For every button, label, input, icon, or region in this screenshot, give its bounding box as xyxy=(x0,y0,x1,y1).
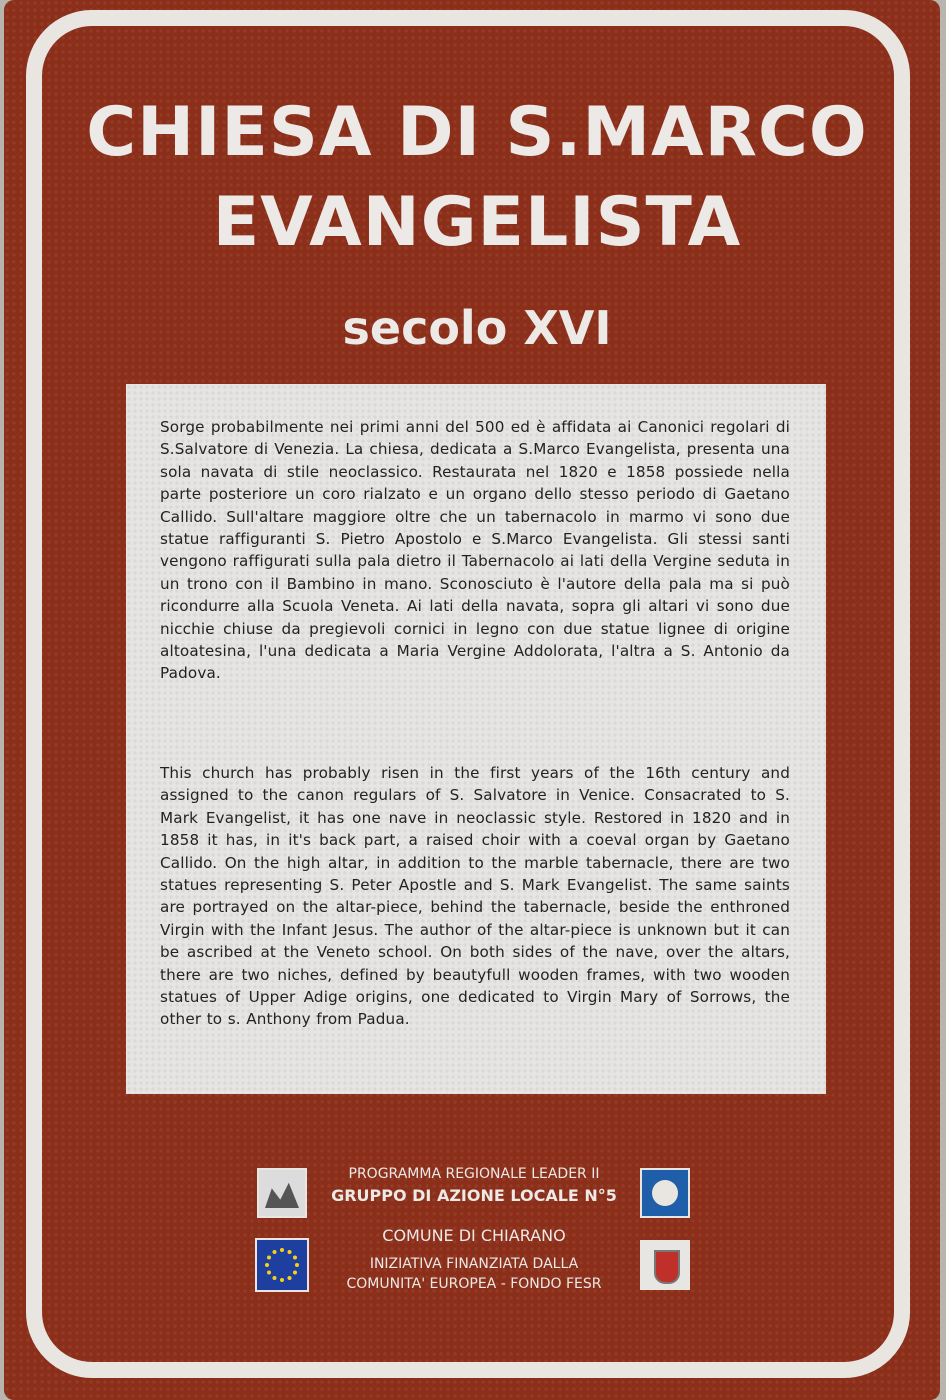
footer-comune: COMUNE DI CHIARANO xyxy=(382,1226,566,1245)
footer-initiative: INIZIATIVA FINANZIATA DALLA xyxy=(369,1256,579,1272)
leader-ii-logo xyxy=(640,1168,690,1218)
sign-title-line2: EVANGELISTA xyxy=(212,183,742,262)
english-description: This church has probably risen in the first years of the 16th century and assigned to the canon regulars of S. Salvatore in Venice. Consacrated to S. Mark Evangelist, it has one nave in neoclassic style. Restored in 1820 and in 1858 it has, in it's back part, a raised choir with a coeval organ by Gaetano Callido. On the high altar, in addition to the marble tabernacle, there are two statues representing S. Peter Apostle and S. Mark Evangelist. The same saints are portrayed on the altar-piece, behind the tabernacle, beside the enthroned Virgin with the Infant Jesus. The author of the altar-piece is unknown but it can be ascribed at the Veneto school. On both sides of the nave, over the altars, there are two niches, defined by beautyfull wooden frames, with two wooden statues of Upper Adige origins, one dedicated to Virgin Mary of Sorrows, the other to s. Anthony from Padua. xyxy=(160,764,790,1029)
veneto-region-logo xyxy=(257,1168,307,1218)
italian-description: Sorge probabilmente nei primi anni del 500 ed è affidata ai Canonici regolari di S.Salvatore di Venezia. La chiesa, dedicata a S.Marco Evangelista, presenta una sola navata di stile neoclassico. Restaurata nel 1820 e 1858 possiede nella parte posteriore un coro rialzato e un organo dello stesso periodo di Gaetano Callido. Sull'altare maggiore oltre che un tabernacolo in marmo vi sono due statue raffiguranti S. Pietro Apostolo e S.Marco Evangelista. Gli stessi santi vengono raffigurati sulla pala dietro il Tabernacolo ai lati della Vergine seduta in un trono con il Bambino in mano. Sconosciuto è l'autore della pala ma si può ricondurre alla Scuola Veneta. Ai lati della navata, sopra gli altari vi sono due nicchie chiuse da pregievoli cornici in legno con due statue lignee di origine altoatesina, l'una dedicata a Maria Vergine Addolorata, l'altra a S. Antonio da Padova. xyxy=(160,418,790,683)
footer-group: GRUPPO DI AZIONE LOCALE N°5 xyxy=(331,1186,617,1205)
sign-century: secolo XVI xyxy=(342,301,612,355)
footer-funding: COMUNITA' EUROPEA - FONDO FESR xyxy=(346,1276,602,1292)
heritage-sign xyxy=(4,0,940,1400)
sign-title-line1: CHIESA DI S.MARCO xyxy=(86,93,868,172)
text-panel xyxy=(126,384,826,1094)
footer-program: PROGRAMMA REGIONALE LEADER II xyxy=(348,1166,600,1182)
chiarano-coat-of-arms xyxy=(640,1240,690,1290)
eu-flag-icon xyxy=(255,1238,309,1292)
